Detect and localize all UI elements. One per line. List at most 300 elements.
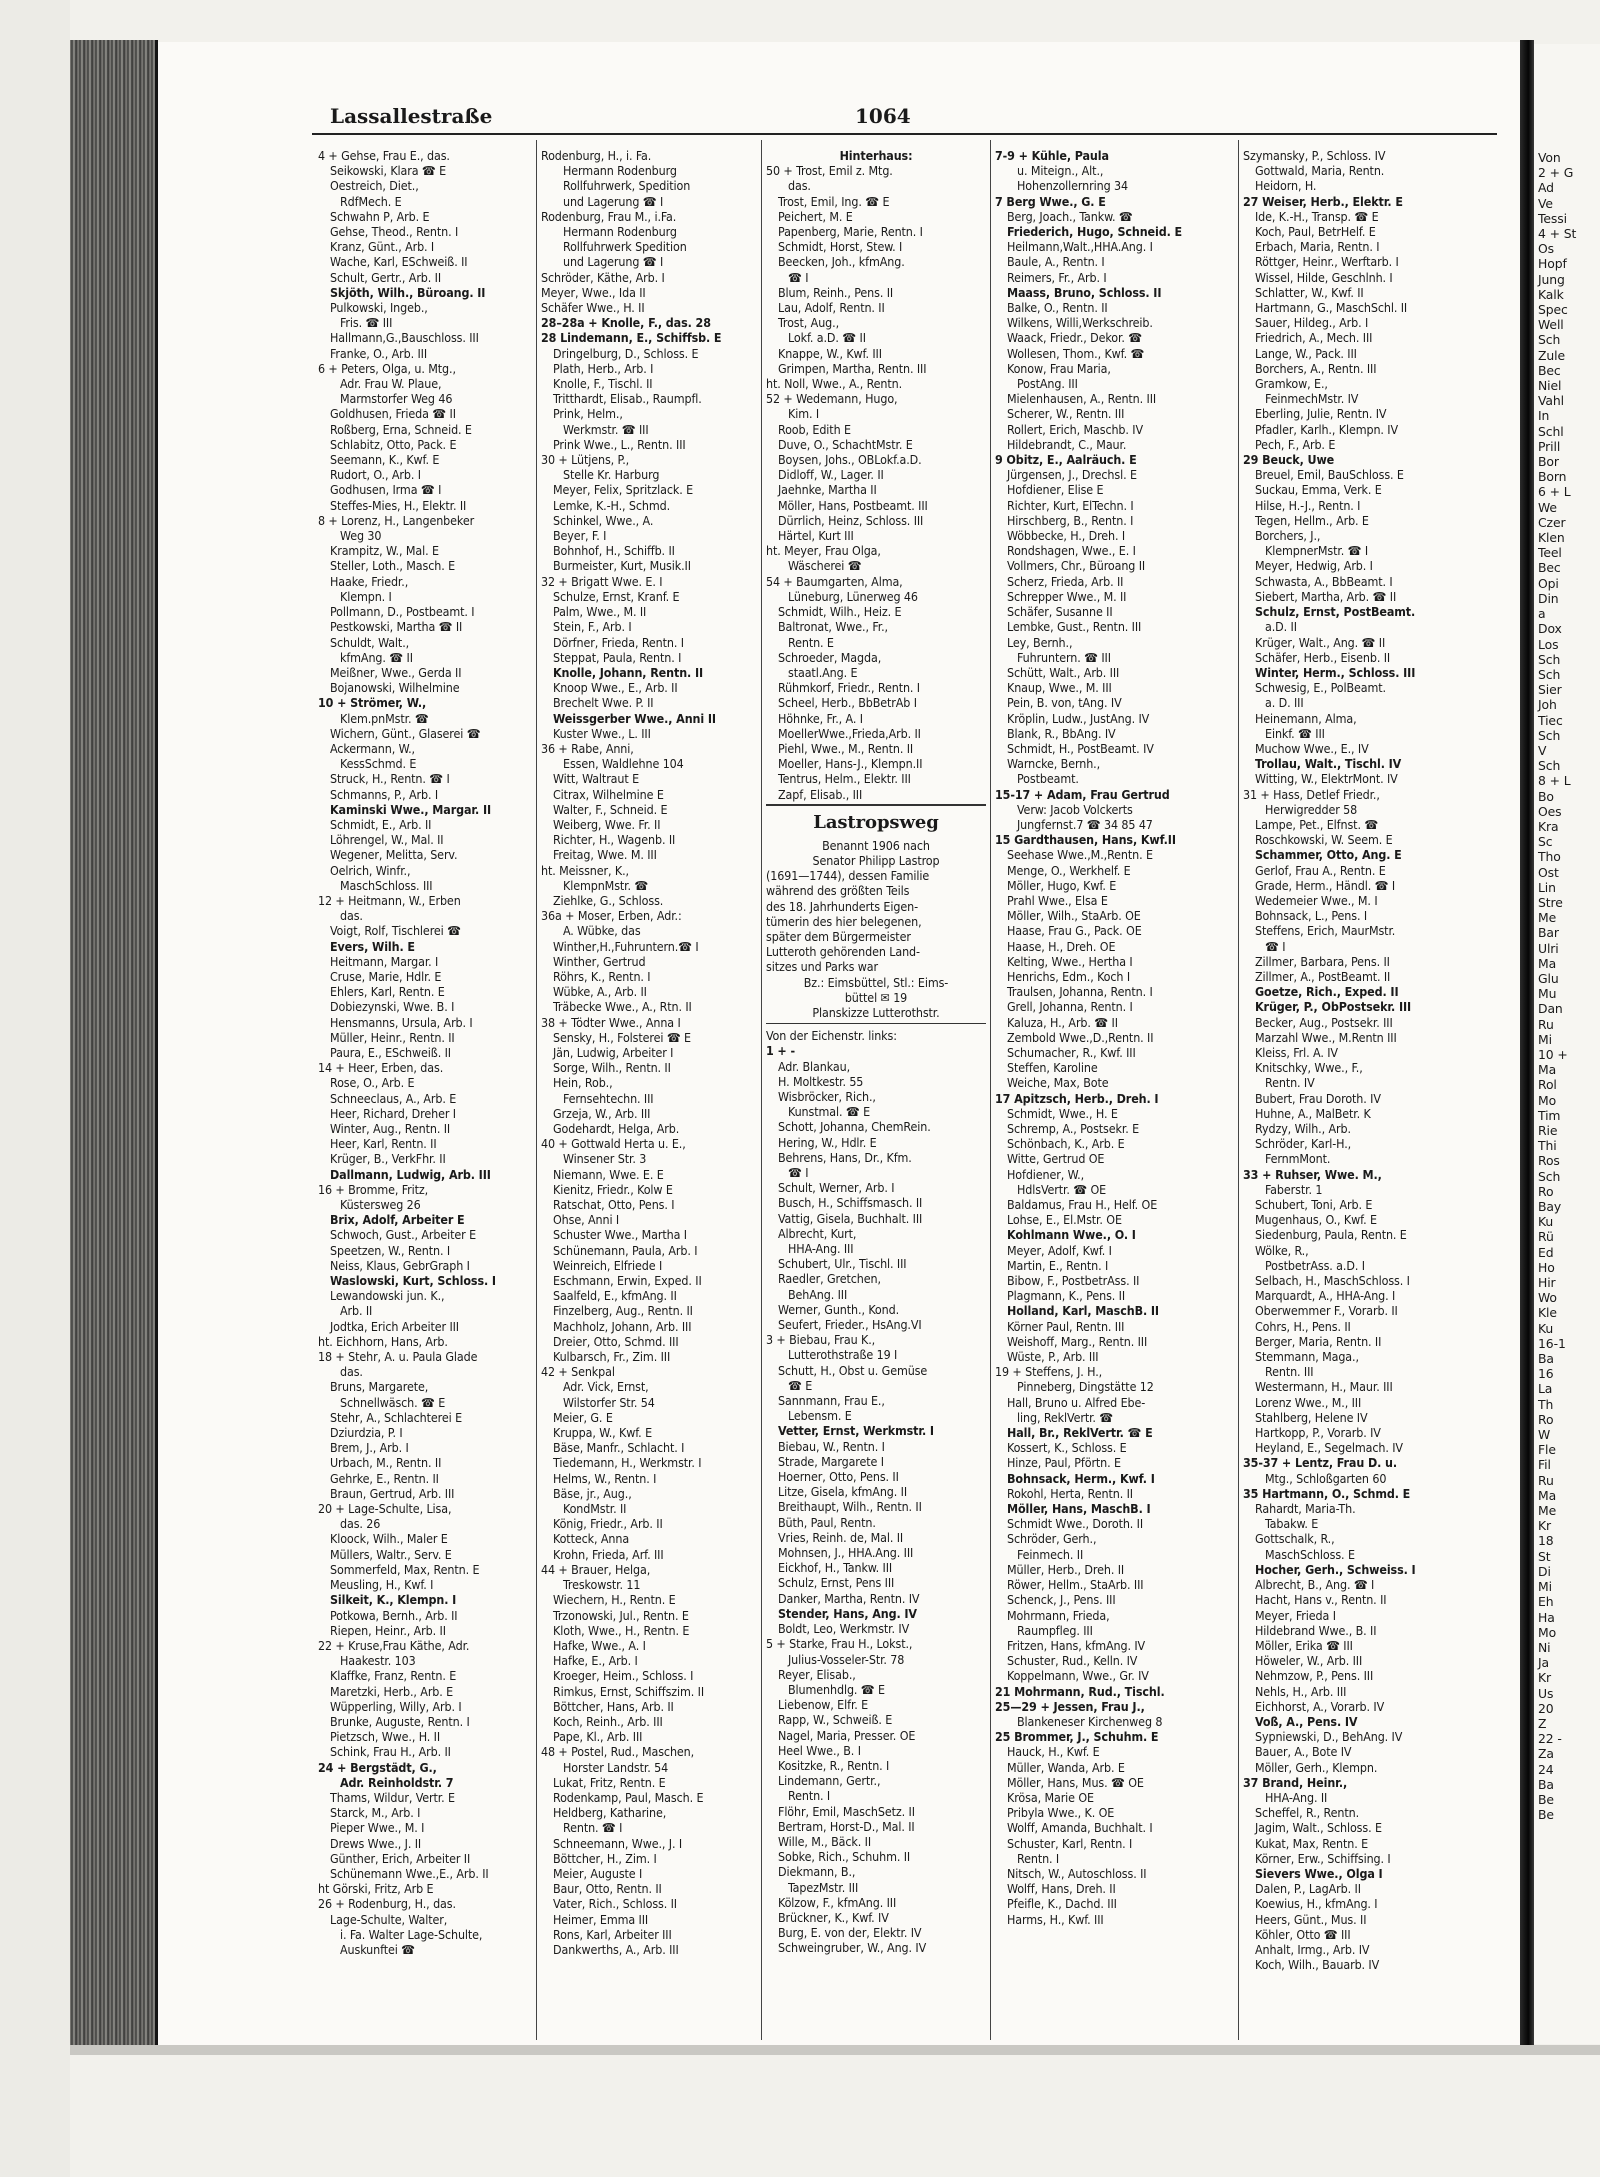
directory-entry-line: Heel Wwe., B. I <box>778 1742 861 1758</box>
directory-entry-line: Senator Philipp Lastrop <box>812 852 940 868</box>
directory-entry-line: Schott, Johanna, ChemRein. <box>778 1119 931 1135</box>
directory-entry-line: 8 + Lorenz, H., Langenbeker <box>318 512 475 528</box>
directory-entry-line: Schlabitz, Otto, Pack. E <box>330 436 457 452</box>
directory-entry-line: Plath, Herb., Arb. I <box>553 360 654 376</box>
next-page-fragment: Bar <box>1538 925 1559 941</box>
directory-entry-line: 26 + Rodenburg, H., das. <box>318 1896 456 1912</box>
book-bottom-edge <box>70 2045 1600 2055</box>
directory-entry-line: KlempnerMstr. ☎ I <box>1265 543 1369 559</box>
directory-entry-line: Gehrke, E., Rentn. II <box>330 1470 439 1486</box>
next-page-fragment: Ha <box>1538 1609 1555 1625</box>
directory-entry-line: Busch, H., Schiffsmasch. II <box>778 1195 923 1211</box>
directory-entry-line: Peichert, M. E <box>778 208 853 224</box>
next-page-fragment: Sch <box>1538 651 1561 667</box>
directory-entry-line: Konow, Frau Maria, <box>1007 360 1111 376</box>
directory-entry-line: Wilkens, Willi,Werkschreib. <box>1007 315 1153 331</box>
directory-entry-line: Klaffke, Franz, Rentn. E <box>330 1668 457 1684</box>
directory-entry-line: Hartkopp, P., Vorarb. IV <box>1255 1425 1381 1441</box>
next-page-fragment: Kr <box>1538 1670 1552 1686</box>
directory-entry-line: Schröder, Gerh., <box>1007 1531 1097 1547</box>
directory-entry-line: Oelrich, Winfr., <box>330 862 411 878</box>
next-page-fragment: 4 + St <box>1538 226 1577 242</box>
directory-entry-line: Rondshagen, Wwe., E. I <box>1007 543 1136 559</box>
directory-entry-line: Rahardt, Maria-Th. <box>1255 1501 1356 1517</box>
directory-entry-line: 1 + - <box>766 1043 795 1059</box>
next-page-fragment: Von <box>1538 150 1561 165</box>
directory-entry-line: Klempn. I <box>340 588 392 604</box>
next-page-fragment: Schl <box>1538 423 1564 439</box>
directory-entry-line: Dringelburg, D., Schloss. E <box>553 345 699 361</box>
directory-entry-line: Erbach, Maria, Rentn. I <box>1255 239 1380 255</box>
next-page-fragment: 20 <box>1538 1700 1554 1716</box>
directory-entry-line: Wissel, Hilde, Geschlnh. I <box>1255 269 1393 285</box>
directory-entry-line: 28–28a + Knolle, F., das. 28 <box>541 315 711 331</box>
directory-entry-line: Oberwemmer F., Vorarb. II <box>1255 1303 1398 1319</box>
directory-entry-line: Adr. Reinholdstr. 7 <box>340 1774 454 1790</box>
next-page-fragment: 2 + G <box>1538 165 1574 181</box>
directory-entry-line: Schmidt, Wilh., Heiz. E <box>778 604 902 620</box>
directory-entry-line: MaschSchloss. E <box>1265 1546 1355 1562</box>
directory-entry-line: Kölzow, F., kfmAng. III <box>778 1894 897 1910</box>
directory-entry-line: kfmAng. ☎ II <box>340 649 413 665</box>
directory-entry-line: Brückner, K., Kwf. IV <box>778 1909 889 1925</box>
directory-entry-line: Rydzy, Wilh., Arb. <box>1255 1121 1351 1136</box>
directory-entry-line: ☎ E <box>788 1377 813 1393</box>
directory-entry-line: Heidorn, H. <box>1255 178 1317 194</box>
next-page-fragment: Sch <box>1538 666 1561 682</box>
next-page-fragment: Os <box>1538 241 1555 257</box>
directory-entry-line: und Lagerung ☎ I <box>563 193 664 209</box>
directory-entry-line: Balke, O., Rentn. II <box>1007 300 1108 316</box>
directory-entry-line: Heitmann, Margar. I <box>330 953 439 969</box>
directory-entry-line: Meyer, Frieda I <box>1255 1607 1336 1623</box>
directory-entry-line: Franke, O., Arb. III <box>330 345 428 361</box>
directory-entry-line: Faberstr. 1 <box>1265 1181 1323 1197</box>
directory-entry-line: Schwasta, A., BbBeamt. I <box>1255 573 1393 589</box>
next-page-fragment: Teel <box>1538 545 1562 561</box>
directory-entry-line: Scherz, Frieda, Arb. II <box>1007 573 1124 589</box>
directory-entry-line: a.D. II <box>1265 619 1297 635</box>
directory-entry-line: Stender, Hans, Ang. IV <box>778 1605 917 1621</box>
directory-entry-line: Hocher, Gerh., Schweiss. I <box>1255 1561 1416 1577</box>
directory-entry-line: Kröplin, Ludw., JustAng. IV <box>1007 710 1150 726</box>
directory-entry-line: Burg, E. von der, Elektr. IV <box>778 1925 922 1941</box>
directory-entry-line: Bubert, Frau Doroth. IV <box>1255 1090 1381 1106</box>
next-page-fragment: Mo <box>1538 1092 1557 1108</box>
directory-entry-line: Tritthardt, Elisab., Raumpfl. <box>553 391 702 407</box>
section-rule <box>766 1023 986 1024</box>
directory-entry-line: Müller, Herb., Dreh. II <box>1007 1561 1125 1577</box>
scan-background <box>0 0 70 2177</box>
directory-entry-line: Prahl Wwe., Elsa E <box>1007 892 1108 908</box>
directory-entry-line: MaschSchloss. III <box>340 877 433 893</box>
directory-entry-line: Siebert, Martha, Arb. ☎ II <box>1255 588 1397 604</box>
directory-entry-line: 3 + Biebau, Frau K., <box>766 1332 876 1348</box>
next-page-fragment: St <box>1538 1548 1551 1564</box>
directory-entry-line: Heer, Richard, Dreher I <box>330 1105 456 1121</box>
directory-entry-line: Fernsehtechn. III <box>563 1090 654 1106</box>
directory-entry-line: Rodenburg, H., i. Fa. <box>541 148 652 163</box>
directory-entry-line: Höweler, W., Arb. III <box>1255 1653 1363 1669</box>
directory-entry-line: 44 + Brauer, Helga, <box>541 1561 651 1577</box>
directory-entry-line: Biebau, W., Rentn. I <box>778 1438 885 1454</box>
directory-entry-line: Köhler, Otto ☎ III <box>1255 1926 1351 1942</box>
directory-entry-line: später dem Bürgermeister <box>766 928 911 944</box>
directory-entry-line: Rentn. I <box>1017 1850 1060 1866</box>
directory-entry-line: Vollmers, Chr., Büroang II <box>1007 558 1146 574</box>
directory-entry-line: Wöbbecke, H., Dreh. I <box>1007 528 1126 544</box>
directory-entry-line: Rimkus, Ernst, Schiffszim. II <box>553 1683 705 1699</box>
directory-entry-line: Schumacher, R., Kwf. III <box>1007 1044 1136 1060</box>
directory-entry-line: Stemmann, Maga., <box>1255 1349 1359 1365</box>
directory-entry-line: Mohnsen, J., HHA.Ang. III <box>778 1545 914 1561</box>
column-divider <box>761 140 762 2040</box>
directory-entry-line: Träbecke Wwe., A., Rtn. II <box>553 999 692 1015</box>
directory-entry-line: Dürrlich, Heinz, Schloss. III <box>778 512 924 528</box>
next-page-fragment: 8 + L <box>1538 773 1571 789</box>
next-page-fragment: 22 - <box>1538 1731 1562 1747</box>
directory-entry-line: Zapf, Elisab., III <box>778 786 863 802</box>
directory-entry-line: 36a + Moser, Erben, Adr.: <box>541 908 682 924</box>
directory-entry-line: Schutt, H., Obst u. Gemüse <box>778 1362 928 1378</box>
directory-entry-line: Möller, Hugo, Kwf. E <box>1007 877 1117 893</box>
directory-entry-line: Heimer, Emma III <box>553 1911 649 1927</box>
directory-entry-line: Godhusen, Irma ☎ I <box>330 482 442 498</box>
directory-entry-line: Sensky, H., Folsterei ☎ E <box>553 1029 691 1045</box>
directory-entry-line: Schuster, Rud., Kelln. IV <box>1007 1653 1138 1669</box>
directory-entry-line: Knoop Wwe., E., Arb. II <box>553 680 678 696</box>
directory-entry-line: Schink, Frau H., Arb. II <box>330 1744 451 1760</box>
directory-entry-line: Witting, W., ElektrMont. IV <box>1255 771 1398 787</box>
directory-entry-line: Schammer, Otto, Ang. E <box>1255 847 1402 863</box>
directory-entry-line: Pestkowski, Martha ☎ II <box>330 619 463 635</box>
next-page-fragment: Ma <box>1538 1487 1557 1503</box>
directory-entry-line: Rollfuhrwerk, Spedition <box>563 178 691 194</box>
directory-entry-line: Vattig, Gisela, Buchhalt. III <box>778 1210 923 1226</box>
directory-entry-line: Beyer, F. I <box>553 528 607 544</box>
directory-entry-line: Seufert, Frieder., HsAng.VI <box>778 1317 922 1333</box>
directory-entry-line: Warncke, Bernh., <box>1007 756 1101 772</box>
directory-entry-line: Schröder, Karl-H., <box>1255 1136 1352 1152</box>
next-page-fragment: Ulri <box>1538 940 1559 956</box>
directory-entry-line: Benannt 1906 nach <box>822 837 930 853</box>
directory-entry-line: Röwer, Hellm., StaArb. III <box>1007 1577 1144 1593</box>
directory-entry-line: Wille, M., Bäck. II <box>778 1833 872 1849</box>
directory-entry-line: Schulz, Ernst, PostBeamt. <box>1255 604 1416 620</box>
directory-entry-line: Nehls, H., Arb. III <box>1255 1683 1347 1699</box>
directory-entry-line: Wichern, Günt., Glaserei ☎ <box>330 725 481 741</box>
directory-entry-line: Schuster Wwe., Martha I <box>553 1227 687 1243</box>
next-page-fragment: Us <box>1538 1685 1554 1701</box>
directory-entry-line: Goetze, Rich., Exped. II <box>1255 984 1399 1000</box>
next-page-fragment: Ni <box>1538 1639 1551 1655</box>
directory-entry-line: Kaluza, H., Arb. ☎ II <box>1007 1014 1118 1030</box>
directory-entry-line: 35 Hartmann, O., Schmd. E <box>1243 1485 1411 1501</box>
directory-entry-line: Jungfernst.7 ☎ 34 85 47 <box>1017 816 1153 832</box>
directory-entry-line: Schnellwäsch. ☎ E <box>340 1394 446 1410</box>
directory-entry-line: Fritzen, Hans, kfmAng. IV <box>1007 1637 1146 1653</box>
next-page-fragment: Ku <box>1538 1214 1554 1230</box>
directory-entry-line: Voigt, Rolf, Tischlerei ☎ <box>330 923 461 939</box>
directory-entry-line: 29 Beuck, Uwe <box>1243 452 1335 468</box>
directory-entry-line: Seehase Wwe.,M.,Rentn. E <box>1007 847 1153 863</box>
next-page-fragment: Be <box>1538 1807 1554 1823</box>
directory-entry-line: Lange, W., Pack. III <box>1255 345 1357 361</box>
directory-entry-line: Kossert, K., Schloss. E <box>1007 1440 1127 1456</box>
directory-entry-line: Rentn. E <box>788 634 834 650</box>
directory-entry-line: Pulkowski, Ingeb., <box>330 300 428 316</box>
directory-entry-line: 24 + Bergstädt, G., <box>318 1759 437 1775</box>
next-page-fragment: Opi <box>1538 575 1559 591</box>
directory-entry-line: Anhalt, Irmg., Arb. IV <box>1255 1941 1370 1957</box>
directory-entry-line: Heilmann,Walt.,HHA.Ang. I <box>1007 239 1153 255</box>
next-page-fragment: Ro <box>1538 1183 1554 1199</box>
next-page-fragment: 6 + L <box>1538 484 1571 500</box>
directory-entry-line: Bruns, Margarete, <box>330 1379 429 1395</box>
directory-entry-line: das. 26 <box>340 1516 381 1532</box>
directory-entry-line: 35-37 + Lentz, Frau D. u. <box>1243 1455 1397 1471</box>
directory-entry-line: Holland, Karl, MaschB. II <box>1007 1303 1159 1319</box>
directory-entry-line: Braun, Gertrud, Arb. III <box>330 1485 455 1501</box>
directory-entry-line: Jürgensen, J., Drechsl. E <box>1007 467 1137 483</box>
directory-entry-line: Albrecht, Kurt, <box>778 1225 857 1241</box>
directory-entry-line: Wüste, P., Arb. III <box>1007 1349 1099 1365</box>
next-page-fragment: Ru <box>1538 1016 1554 1032</box>
directory-entry-line: Schinkel, Wwe., A. <box>553 512 654 528</box>
directory-entry-line: Voß, A., Pens. IV <box>1255 1713 1358 1729</box>
directory-entry-line: Schmidt, Horst, Stew. I <box>778 239 903 255</box>
directory-entry-line: Stehr, A., Schlachterei E <box>330 1409 463 1425</box>
directory-entry-line: Raumpfleg. III <box>1017 1622 1093 1638</box>
directory-entry-line: Grzeja, W., Arb. III <box>553 1105 651 1121</box>
directory-entry-line: Tentrus, Helm., Elektr. III <box>778 771 911 787</box>
directory-entry-line: Finzelberg, Aug., Rentn. II <box>553 1303 693 1319</box>
directory-entry-line: Meier, G. E <box>553 1409 613 1425</box>
directory-entry-line: Schult, Gertr., Arb. II <box>330 269 442 285</box>
directory-entry-line: 15-17 + Adam, Frau Gertrud <box>995 786 1170 802</box>
directory-entry-line: Cruse, Marie, Hdlr. E <box>330 968 442 984</box>
next-page-fragment: Rol <box>1538 1077 1557 1093</box>
page-number: 1064 <box>855 104 911 128</box>
directory-entry-line: ht. Meyer, Frau Olga, <box>766 543 881 559</box>
next-page-fragment: Zule <box>1538 347 1566 363</box>
directory-entry-line: Flöhr, Emil, MaschSetz. II <box>778 1803 915 1819</box>
directory-entry-line: Kienitz, Friedr., Kolw E <box>553 1181 673 1197</box>
directory-entry-line: Pribyla Wwe., K. OE <box>1007 1805 1115 1821</box>
directory-entry-line: Litze, Gisela, kfmAng. II <box>778 1484 908 1500</box>
directory-entry-line: Schmidt, E., Arb. II <box>330 816 432 832</box>
directory-entry-line: Möller, Hans, Postbeamt. III <box>778 497 928 513</box>
directory-entry-line: Becker, Aug., Postsekr. III <box>1255 1014 1393 1030</box>
directory-entry-line: Weiberg, Wwe. Fr. II <box>553 816 661 832</box>
directory-entry-line: Schlatter, W., Kwf. II <box>1255 284 1364 300</box>
directory-entry-line: Meyer, Adolf, Kwf. I <box>1007 1242 1112 1258</box>
directory-entry-line: Hauck, H., Kwf. E <box>1007 1744 1100 1760</box>
directory-entry-line: Reimers, Fr., Arb. I <box>1007 269 1107 285</box>
directory-entry-line: Heldberg, Katharine, <box>553 1805 667 1821</box>
directory-entry-line: Bohnsack, Herm., Kwf. I <box>1007 1470 1155 1486</box>
directory-entry-line: Bojanowski, Wilhelmine <box>330 680 460 696</box>
directory-entry-line: Lau, Adolf, Rentn. II <box>778 300 885 316</box>
directory-entry-line: Blum, Reinh., Pens. II <box>778 284 894 300</box>
directory-entry-line: Dziurdzia, P. I <box>330 1425 403 1441</box>
next-page-fragment: Eh <box>1538 1594 1554 1610</box>
directory-entry-line: Menge, O., Werkhelf. E <box>1007 862 1131 878</box>
directory-entry-line: Krösa, Marie OE <box>1007 1789 1094 1805</box>
directory-entry-line: Vetter, Ernst, Werkmstr. I <box>778 1423 934 1439</box>
directory-entry-line: Harms, H., Kwf. III <box>1007 1911 1104 1927</box>
directory-entry-line: Mielenhausen, A., Rentn. III <box>1007 391 1157 407</box>
directory-entry-line: Schmanns, P., Arb. I <box>330 786 439 802</box>
directory-entry-line: Kuster Wwe., L. III <box>553 725 651 741</box>
directory-entry-line: Oestreich, Diet., <box>330 178 419 194</box>
next-page-fragment: Fle <box>1538 1442 1556 1458</box>
directory-entry-line: Drews Wwe., J. II <box>330 1835 422 1851</box>
directory-entry-line: ht. Noll, Wwe., A., Rentn. <box>766 376 903 392</box>
directory-entry-line: Rentn. IV <box>1265 1075 1315 1091</box>
directory-entry-line: Waslowski, Kurt, Schloss. I <box>330 1273 496 1289</box>
directory-entry-line: Lokf. a.D. ☎ II <box>788 330 866 346</box>
directory-entry-line: Ide, K.-H., Transp. ☎ E <box>1255 208 1379 224</box>
directory-entry-line: Fris. ☎ III <box>340 315 393 331</box>
next-page-fragment: Vahl <box>1538 393 1565 409</box>
directory-entry-line: Gehse, Theod., Rentn. I <box>330 224 459 240</box>
directory-entry-line: Adr. Frau W. Plaue, <box>340 376 442 392</box>
directory-entry-line: 36 + Rabe, Anni, <box>541 740 634 756</box>
directory-entry-line: Müller, Wanda, Arb. E <box>1007 1759 1125 1775</box>
directory-entry-line: Eichhorst, A., Vorarb. IV <box>1255 1698 1385 1714</box>
directory-entry-line: Wegener, Melitta, Serv. <box>330 847 458 863</box>
directory-entry-line: Berger, Maria, Rentn. II <box>1255 1333 1382 1349</box>
directory-entry-line: Hildebrand Wwe., B. II <box>1255 1622 1377 1638</box>
directory-entry-line: Trost, Aug., <box>778 315 840 331</box>
directory-entry-line: Winter, Aug., Rentn. II <box>330 1121 451 1136</box>
directory-entry-line: Moeller, Hans-J., Klempn.II <box>778 756 923 772</box>
directory-entry-line: TapezMstr. III <box>788 1879 859 1895</box>
directory-entry-line: Lewandowski jun. K., <box>330 1288 445 1304</box>
directory-entry-line: Scheel, Herb., BbBetrAb I <box>778 695 917 711</box>
directory-entry-line: Rentn. I <box>788 1788 831 1804</box>
next-page-fragment: Sier <box>1538 682 1562 698</box>
directory-entry-line: Höhnke, Fr., A. I <box>778 710 863 726</box>
directory-entry-line: Bz.: Eimsbüttel, Stl.: Eims- <box>803 974 949 990</box>
directory-entry-line: ☎ I <box>788 1165 809 1180</box>
directory-entry-line: Prink Wwe., L., Rentn. III <box>553 436 686 452</box>
directory-entry-line: Bertram, Horst-D., Mal. II <box>778 1818 915 1834</box>
directory-entry-line: Mugenhaus, O., Kwf. E <box>1255 1212 1377 1228</box>
next-page-fragment: Sch <box>1538 1168 1561 1184</box>
directory-entry-line: Postbeamt. <box>1017 771 1079 787</box>
directory-entry-line: 22 + Kruse,Frau Käthe, Adr. <box>318 1637 470 1653</box>
next-page-fragment: Sch <box>1538 758 1561 774</box>
header-rule <box>312 133 1497 135</box>
directory-entry-line: Pein, B. von, tAng. IV <box>1007 695 1122 711</box>
directory-entry-line: Böttcher, Hans, Arb. II <box>553 1698 674 1714</box>
directory-entry-line: Hinterhaus: <box>839 148 913 163</box>
directory-entry-line: Julius-Vosseler-Str. 78 <box>788 1651 905 1667</box>
directory-entry-line: Weissgerber Wwe., Anni II <box>553 710 716 726</box>
directory-entry-line: Seemann, K., Kwf. E <box>330 452 440 468</box>
directory-entry-line: Silkeit, K., Klempn. I <box>330 1592 457 1608</box>
directory-entry-line: Riepen, Heinr., Arb. II <box>330 1622 446 1638</box>
directory-entry-line: Koch, Reinh., Arb. III <box>553 1713 663 1729</box>
next-page-fragment: Oes <box>1538 803 1562 819</box>
directory-entry-line: Selbach, H., MaschSchloss. I <box>1255 1273 1410 1289</box>
directory-entry-line: ht Görski, Fritz, Arb E <box>318 1881 434 1897</box>
next-page-fragment: Mi <box>1538 1579 1552 1595</box>
directory-entry-line: Mtg., Schloßgarten 60 <box>1265 1470 1387 1486</box>
directory-entry-line: Haakestr. 103 <box>340 1653 416 1669</box>
directory-entry-line: Brix, Adolf, Arbeiter E <box>330 1212 465 1228</box>
directory-entry-line: Baltronat, Wwe., Fr., <box>778 619 888 635</box>
directory-entry-line: Schmidt, Wwe., H. E <box>1007 1105 1118 1121</box>
directory-entry-line: Richter, Kurt, ElTechn. I <box>1007 497 1134 513</box>
next-page-fragment: Hir <box>1538 1275 1556 1291</box>
directory-entry-line: Schuster, Karl, Rentn. I <box>1007 1835 1133 1851</box>
directory-entry-line: Cohrs, H., Pens. II <box>1255 1318 1351 1334</box>
next-page-fragment: Tho <box>1538 849 1561 865</box>
directory-entry-line: Kroeger, Heim., Schloss. I <box>553 1668 694 1684</box>
directory-entry-line: Kruppa, W., Kwf. E <box>553 1425 653 1441</box>
directory-entry-line: Herwigredder 58 <box>1265 801 1358 817</box>
directory-entry-line: Koch, Wilh., Bauarb. IV <box>1255 1957 1380 1973</box>
directory-entry-line: 33 + Ruhser, Wwe. M., <box>1243 1166 1382 1182</box>
directory-entry-line: Dallmann, Ludwig, Arb. III <box>330 1166 491 1182</box>
directory-entry-line: ht. Meissner, K., <box>541 862 629 878</box>
directory-entry-line: 38 + Tödter Wwe., Anna I <box>541 1014 681 1030</box>
next-page-fragment: Tessi <box>1538 210 1567 226</box>
section-rule <box>766 804 986 806</box>
directory-entry-line: Pinneberg, Dingstätte 12 <box>1017 1379 1154 1395</box>
directory-entry-line: Grade, Herm., Händl. ☎ I <box>1255 877 1396 893</box>
directory-entry-line: Evers, Wilh. E <box>330 938 415 954</box>
directory-entry-line: Gottschalk, R., <box>1255 1531 1335 1547</box>
directory-entry-line: Lampe, Pet., Elfnst. ☎ <box>1255 816 1379 832</box>
next-page-fragment: Kra <box>1538 818 1559 834</box>
directory-entry-line: Einkf. ☎ III <box>1265 725 1325 741</box>
directory-entry-line: Maass, Bruno, Schloss. II <box>1007 284 1162 300</box>
directory-entry-line: Essen, Waldlehne 104 <box>563 756 684 772</box>
directory-entry-line: Blank, R., BbAng. IV <box>1007 725 1116 741</box>
directory-entry-line: Walter, F., Schneid. E <box>553 801 668 817</box>
directory-entry-line: Steffen, Karoline <box>1007 1060 1098 1076</box>
directory-entry-line: Trzonowski, Jul., Rentn. E <box>553 1607 689 1623</box>
directory-entry-line: Marmstorfer Weg 46 <box>340 391 453 407</box>
directory-entry-line: 19 + Steffens, J. H., <box>995 1364 1103 1380</box>
next-page-fragment: La <box>1538 1381 1553 1397</box>
directory-entry-line: Paura, E., ESchweiß. II <box>330 1044 451 1060</box>
directory-entry-line: Meusling, H., Kwf. I <box>330 1577 434 1593</box>
directory-entry-line: Roschkowski, W. Seem. E <box>1255 832 1393 848</box>
directory-entry-line: Bohnsack, L., Pens. I <box>1255 908 1368 924</box>
next-page-fragment: Me <box>1538 910 1557 926</box>
directory-entry-line: Knolle, Johann, Rentn. II <box>553 664 704 680</box>
directory-entry-line: Sauer, Hildeg., Arb. I <box>1255 315 1369 331</box>
directory-entry-line: Jodtka, Erich Arbeiter III <box>330 1318 459 1334</box>
directory-entry-line: Kukat, Max, Rentn. E <box>1255 1835 1369 1851</box>
directory-entry-line: Schubert, Toni, Arb. E <box>1255 1197 1373 1213</box>
directory-entry-line: Kloock, Wilh., Maler E <box>330 1531 448 1547</box>
directory-entry-line: Friederich, Hugo, Schneid. E <box>1007 224 1183 240</box>
next-page-fragment: Well <box>1538 317 1564 333</box>
directory-entry-line: König, Friedr., Arb. II <box>553 1516 663 1532</box>
directory-entry-line: Rollfuhrwerk Spedition <box>563 239 687 255</box>
directory-entry-line: Ley, Bernh., <box>1007 634 1073 650</box>
directory-entry-line: Eickhof, H., Tankw. III <box>778 1560 893 1576</box>
directory-entry-line: Haase, H., Dreh. OE <box>1007 938 1116 954</box>
next-page-fragment: Ad <box>1538 180 1554 196</box>
directory-entry-line: 31 + Hass, Detlef Friedr., <box>1243 786 1380 802</box>
